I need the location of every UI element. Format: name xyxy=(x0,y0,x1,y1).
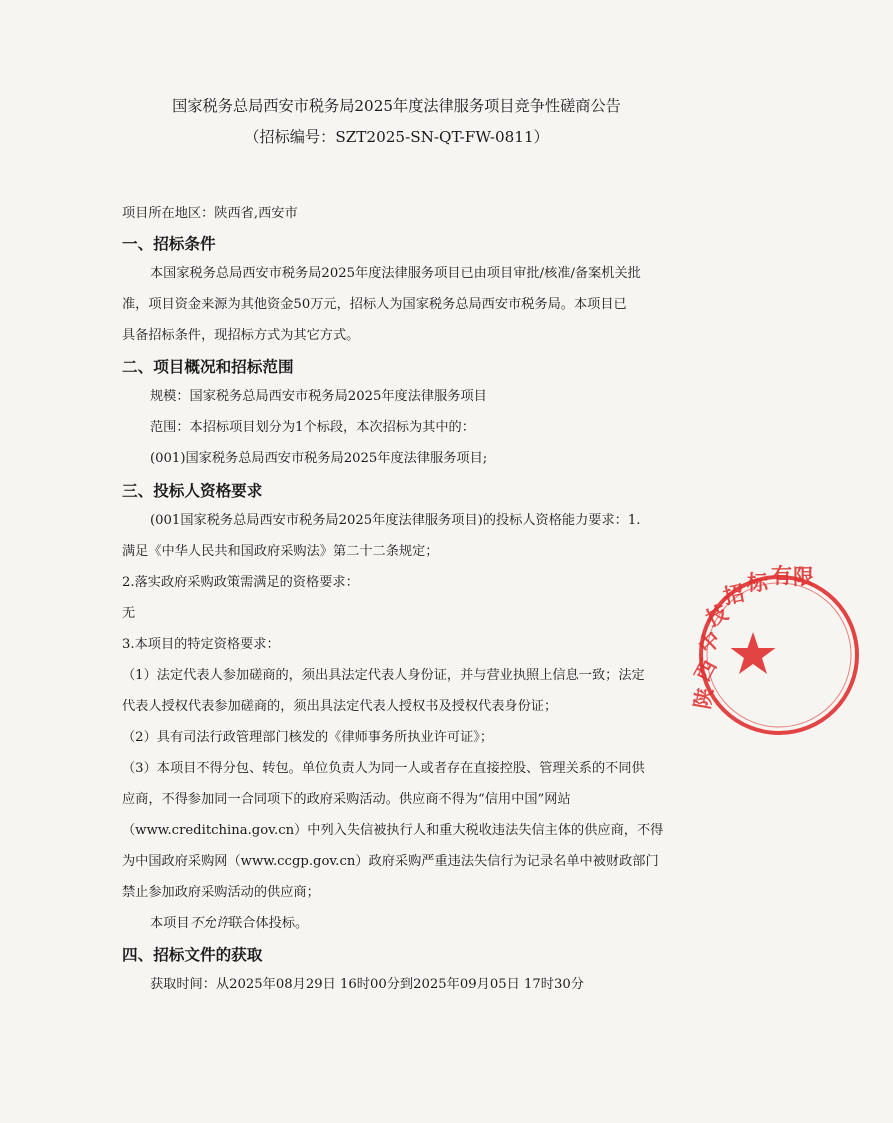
s4-line-1: 获取时间：从2025年08月29日 16时00分到2025年09月05日 17时30分 xyxy=(150,977,584,992)
s3-line-14 xyxy=(150,915,308,933)
s3-line-5: 3.本项目的特定资格要求： xyxy=(122,637,280,652)
s1-line-1: 本国家税务总局西安市税务局2025年度法律服务项目已由项目审批/核准/备案机关批 xyxy=(150,266,641,281)
svg-text:限: 限 xyxy=(793,564,814,589)
s3-line-8: （2）具有司法行政管理部门核发的《律师事务所执业许可证》； xyxy=(122,730,494,745)
consortium-text-a: 本项目 xyxy=(150,916,190,931)
section-heading-1: 一、招标条件 xyxy=(122,235,216,253)
seal-graphic xyxy=(689,563,893,740)
s3-line-6: （1）法定代表人参加磋商的，须出具法定代表人身份证，并与营业执照上信息一致；法定 xyxy=(122,668,645,683)
project-location: 项目所在地区：陕西省,西安市 xyxy=(122,206,298,221)
s3-line-7: 代表人授权代表参加磋商的，须出具法定代表人授权书及授权代表身份证； xyxy=(122,699,558,714)
svg-text:有: 有 xyxy=(771,563,792,588)
svg-text:西: 西 xyxy=(689,655,722,686)
svg-text:中: 中 xyxy=(693,626,726,659)
s3-line-11: （www.creditchina.gov.cn）中列入失信被执行人和重大税收违法失信主体的供应商，不得 xyxy=(122,823,664,838)
s2-lot: (001)国家税务总局西安市税务局2025年度法律服务项目; xyxy=(150,451,488,466)
svg-text:招: 招 xyxy=(720,580,747,609)
s3-line-1: (001国家税务总局西安市税务局2025年度法律服务项目)的投标人资格能力要求：1. xyxy=(150,513,641,528)
s3-line-13: 禁止参加政府采购活动的供应商； xyxy=(122,885,320,900)
s1-line-3: 具备招标条件，现招标方式为其它方式。 xyxy=(122,328,360,343)
s3-line-2: 满足《中华人民共和国政府采购法》第二十二条规定； xyxy=(122,544,439,559)
s3-line-3: 2.落实政府采购政策需满足的资格要求： xyxy=(122,575,359,590)
company-seal-stamp xyxy=(689,563,814,740)
star-icon xyxy=(731,632,776,674)
consortium-text-c: 联合体投标。 xyxy=(229,916,309,931)
svg-text:陕: 陕 xyxy=(689,685,718,711)
consortium-not-allowed: 不允许 xyxy=(189,916,230,931)
document-title: 国家税务总局西安市税务局2025年度法律服务项目竞争性磋商公告 xyxy=(172,97,621,115)
section-heading-4: 四、招标文件的获取 xyxy=(122,946,263,964)
s3-line-10: 应商，不得参加同一合同项下的政府采购活动。供应商不得为“信用中国”网站 xyxy=(122,792,571,807)
s3-line-9: （3）本项目不得分包、转包。单位负责人为同一人或者存在直接控股、管理关系的不同供 xyxy=(122,761,645,776)
svg-text:标: 标 xyxy=(747,570,768,595)
s2-scale: 规模：国家税务总局西安市税务局2025年度法律服务项目 xyxy=(150,389,487,404)
svg-text:技: 技 xyxy=(701,599,732,632)
tender-number: （招标编号：SZT2025-SN-QT-FW-0811） xyxy=(244,128,549,146)
s3-line-12: 为中国政府采购网（www.ccgp.gov.cn）政府采购严重违法失信行为记录名单中被财政部门 xyxy=(122,854,659,869)
s3-line-4: 无 xyxy=(122,606,136,621)
section-heading-3: 三、投标人资格要求 xyxy=(122,482,263,500)
section-heading-2: 二、项目概况和招标范围 xyxy=(122,358,294,376)
s2-scope: 范围：本招标项目划分为1个标段，本次招标为其中的： xyxy=(150,420,475,435)
s1-line-2: 准，项目资金来源为其他资金50万元，招标人为国家税务总局西安市税务局。本项目已 xyxy=(122,297,627,312)
